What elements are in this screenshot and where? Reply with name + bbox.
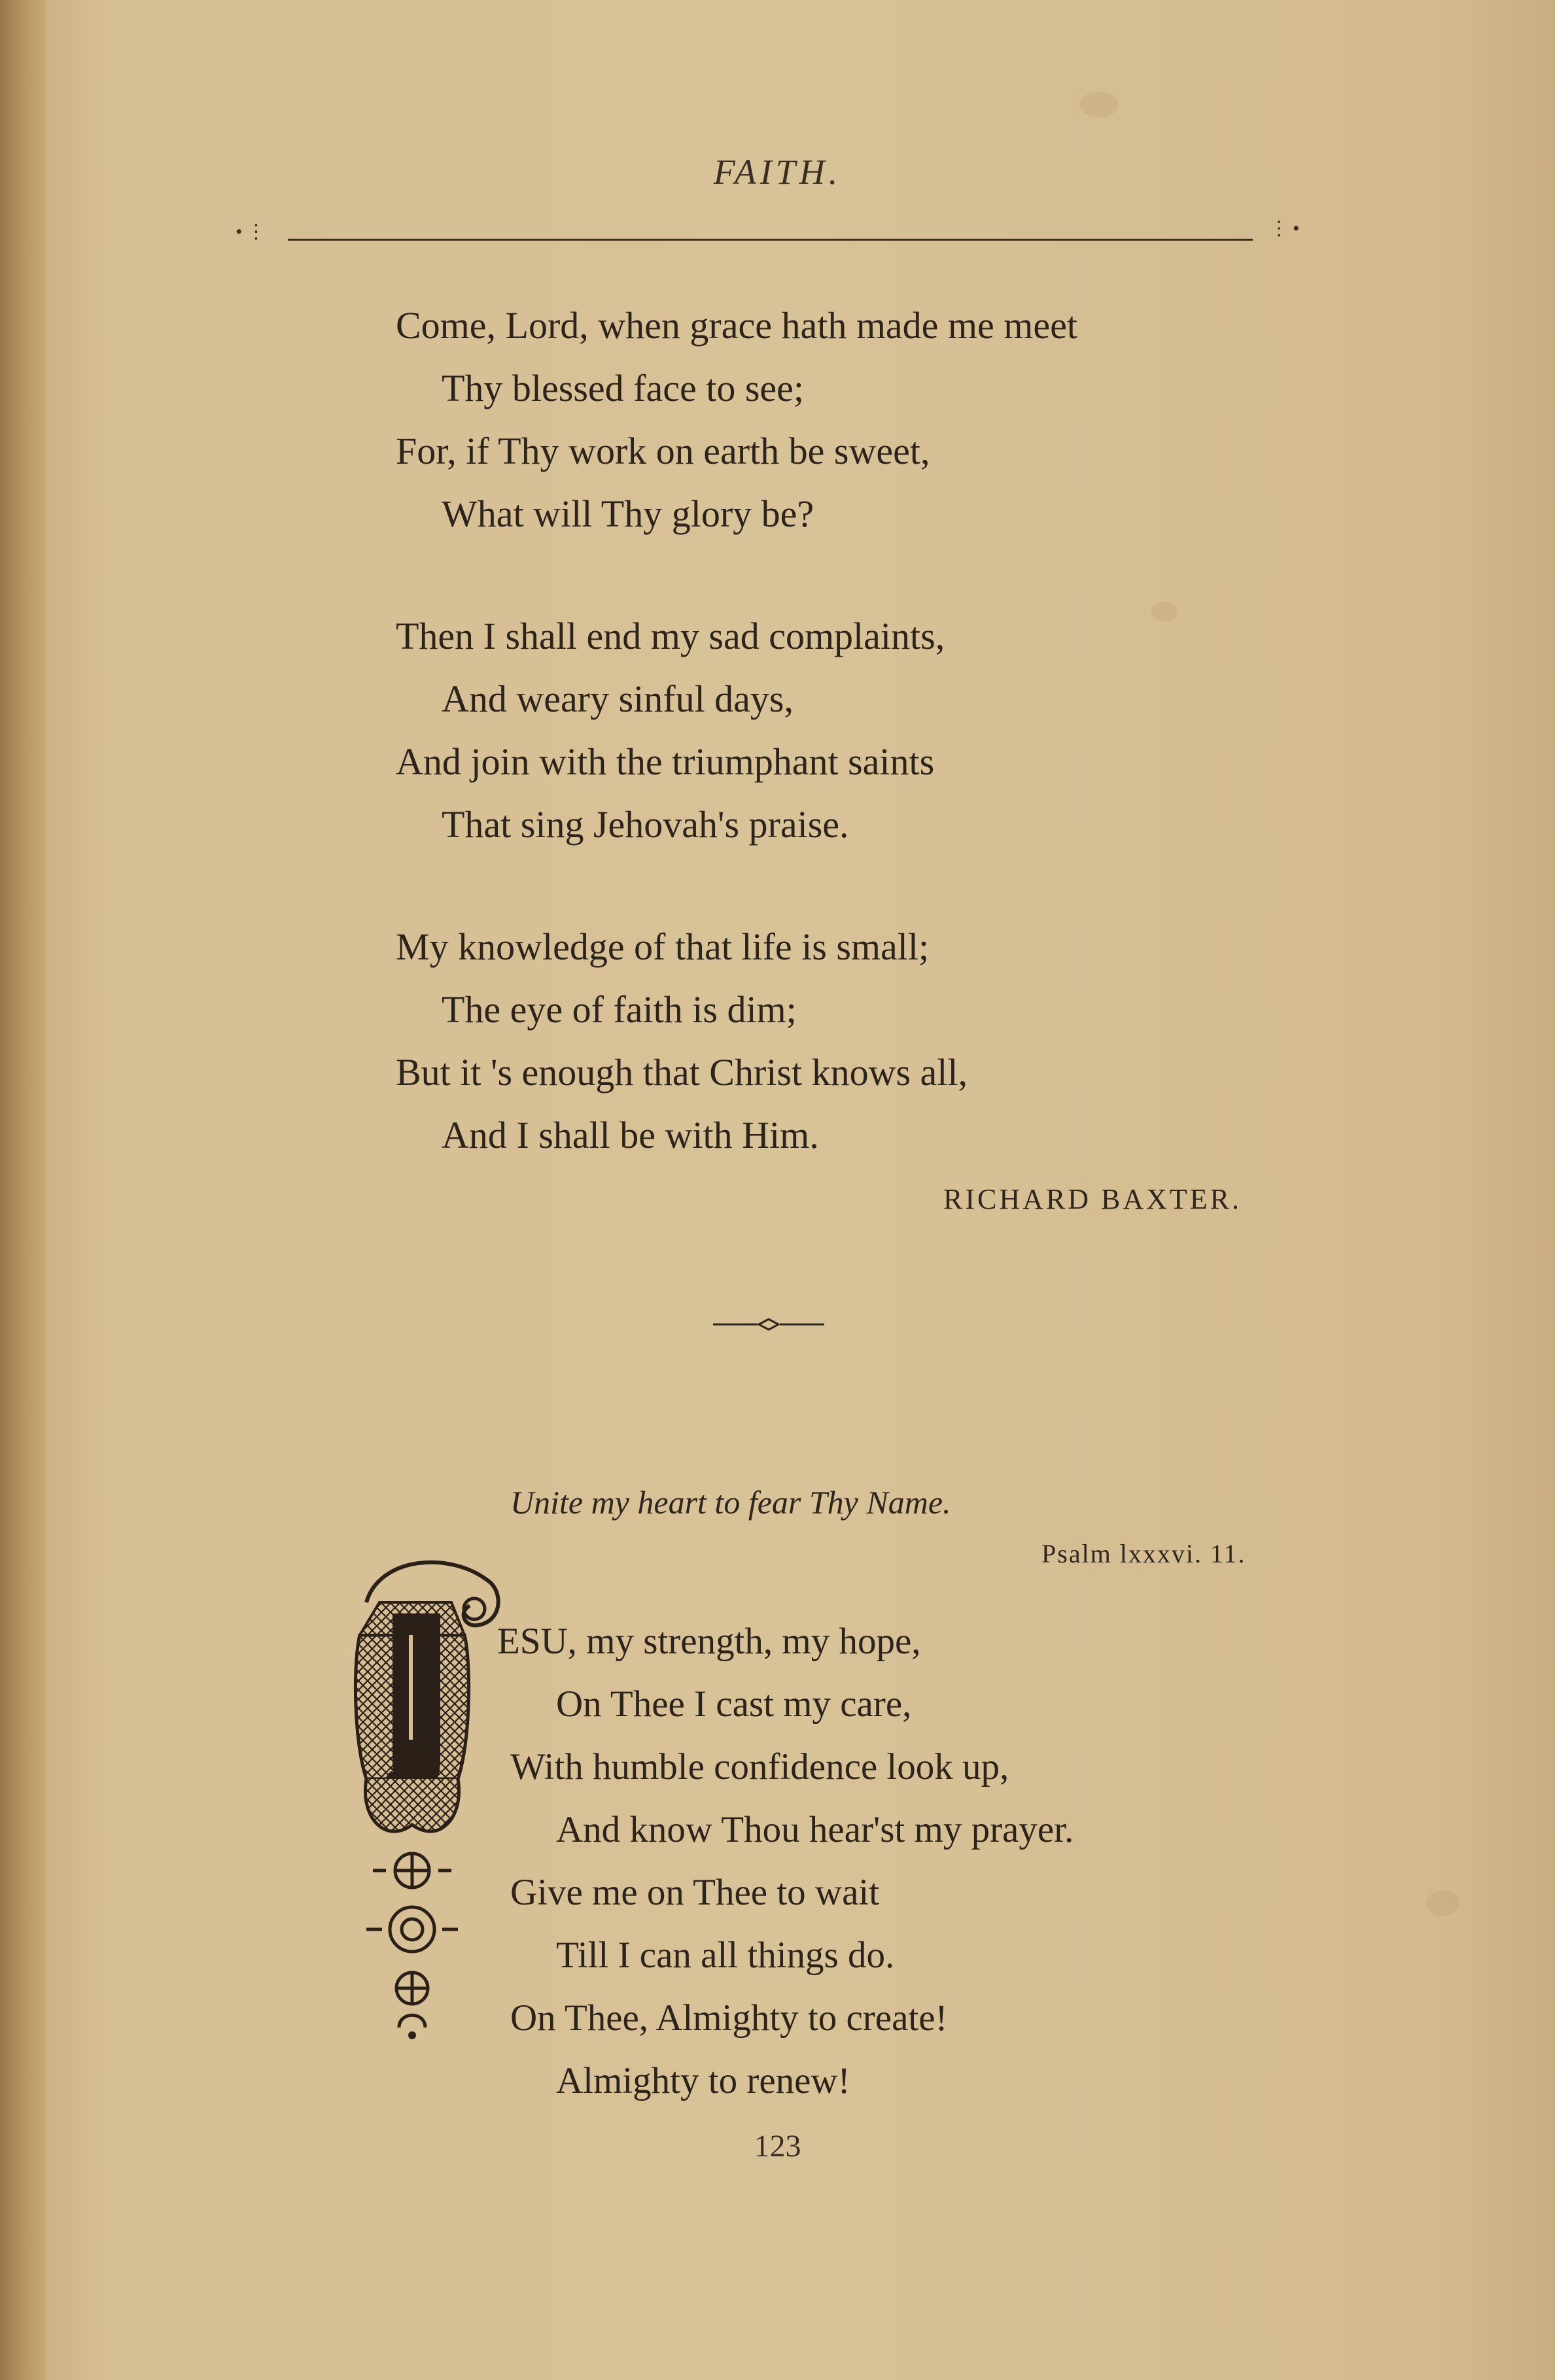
hymn-line: And know Thou hear'st my prayer. (556, 1809, 1074, 1850)
poem-stanza-1 (396, 294, 1077, 545)
poem-line: That sing Jehovah's praise. (442, 803, 849, 846)
paper-stain (1079, 92, 1119, 118)
hymn-line: On Thee, Almighty to create! (510, 1997, 948, 2039)
page-number: 123 (754, 2129, 801, 2164)
poem-stanza-2 (396, 605, 945, 856)
scripture-reference: Psalm lxxxvi. 11. (1041, 1539, 1246, 1568)
poem-line: And weary sinful days, (442, 678, 794, 720)
section-divider-ornament (713, 1315, 824, 1334)
paper-stain (1151, 602, 1178, 621)
poem-line: Then I shall end my sad complaints, (396, 615, 945, 657)
poem-line: And join with the triumphant saints (396, 740, 935, 783)
hymn-line: With humble confidence look up, (510, 1746, 1009, 1787)
book-spine-shadow (0, 0, 46, 2380)
poem-line: And I shall be with Him. (442, 1114, 819, 1156)
rule-ornament-right: ⋮ • (1269, 218, 1300, 239)
running-head: FAITH. (713, 152, 842, 192)
poem-line: Come, Lord, when grace hath made me meet (396, 304, 1077, 347)
poem-author: RICHARD BAXTER. (943, 1183, 1242, 1215)
header-rule (288, 239, 1253, 241)
poem-line: My knowledge of that life is small; (396, 925, 930, 968)
poem-line: What will Thy glory be? (442, 492, 814, 535)
hymn-line: Almighty to renew! (556, 2060, 850, 2101)
poem-stanza-3 (396, 916, 968, 1167)
rule-ornament-left: • ⋮ (236, 221, 266, 243)
hymn-line: On Thee I cast my care, (556, 1683, 912, 1725)
paper-stain (1426, 1890, 1459, 1916)
hymn-line: Till I can all things do. (556, 1935, 895, 1976)
poem-line: But it 's enough that Christ knows all, (396, 1051, 968, 1094)
hymn-verse (491, 1610, 1074, 2113)
poem-line: Thy blessed face to see; (442, 367, 805, 409)
hymn-epigraph: Unite my heart to fear Thy Name. (510, 1484, 951, 1521)
poem-line: For, if Thy work on earth be sweet, (396, 430, 930, 472)
hymn-line: ESU, my strength, my hope, (497, 1621, 921, 1662)
poem-line: The eye of faith is dim; (442, 988, 797, 1031)
hymn-line: Give me on Thee to wait (510, 1872, 880, 1913)
